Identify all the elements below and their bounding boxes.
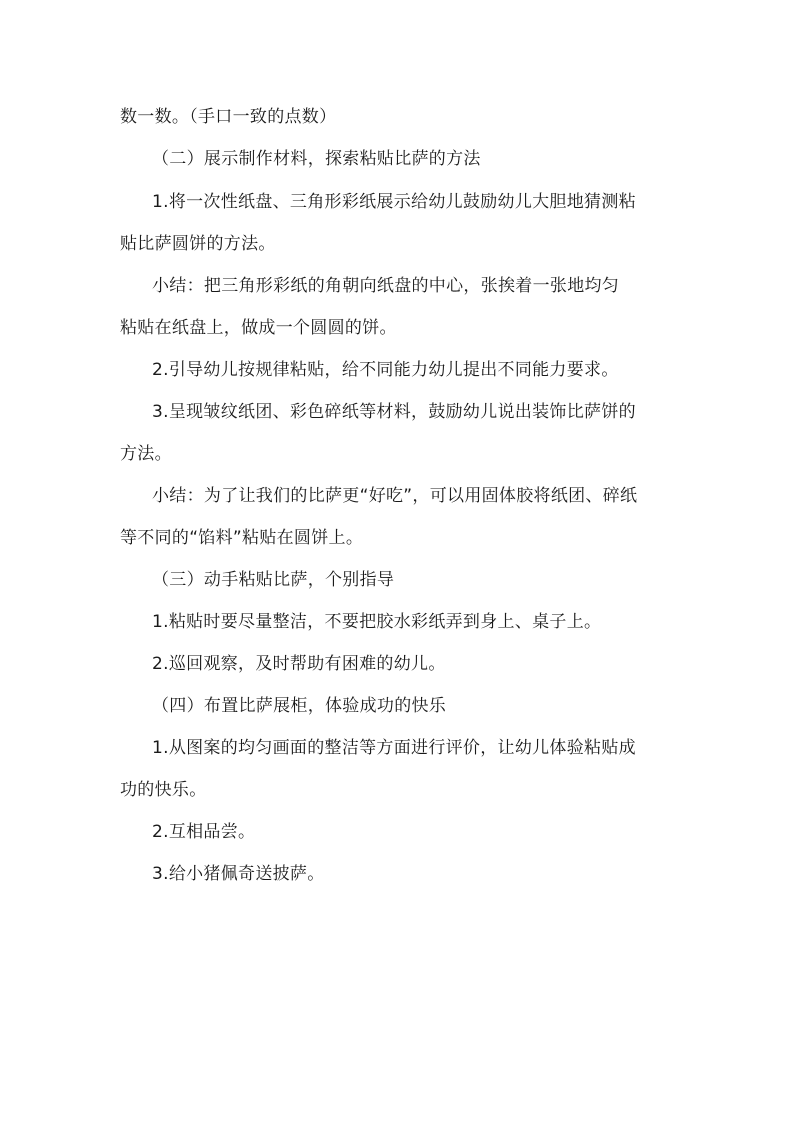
- section-heading: （二）展示制作材料，探索粘贴比萨的方法: [152, 149, 481, 169]
- text-line: 1.粘贴时要尽量整洁，不要把胶水彩纸弄到身上、桌子上。: [152, 612, 602, 632]
- text-line: 功的快乐。: [120, 780, 207, 800]
- text-line: 方法。: [120, 444, 172, 464]
- summary-line: 小结：为了让我们的比萨更“好吃”，可以用固体胶将纸团、碎纸: [152, 486, 638, 506]
- text-line: 1.将一次性纸盘、三角形彩纸展示给幼儿鼓励幼儿大胆地猜测粘: [152, 192, 636, 212]
- section-heading: （四）布置比萨展柜，体验成功的快乐: [152, 696, 447, 716]
- text-line: 2.巡回观察，及时帮助有困难的幼儿。: [152, 654, 446, 674]
- text-line: 粘贴在纸盘上，做成一个圆圆的饼。: [120, 318, 397, 338]
- section-heading: （三）动手粘贴比萨，个别指导: [152, 570, 395, 590]
- text-line: 3.呈现皱纹纸团、彩色碎纸等材料，鼓励幼儿说出装饰比萨饼的: [152, 402, 636, 422]
- summary-line: 小结：把三角形彩纸的角朝向纸盘的中心，张挨着一张地均匀: [152, 276, 620, 296]
- text-line: 2.引导幼儿按规律粘贴，给不同能力幼儿提出不同能力要求。: [152, 360, 619, 380]
- text-line: 1.从图案的均匀画面的整洁等方面进行评价，让幼儿体验粘贴成: [152, 738, 636, 758]
- text-line: 3.给小猪佩奇送披萨。: [152, 864, 325, 884]
- text-line: 等不同的“馅料”粘贴在圆饼上。: [120, 528, 364, 548]
- text-line: 数一数。（手口一致的点数）: [120, 107, 337, 127]
- text-line: 2.互相品尝。: [152, 822, 256, 842]
- text-line: 贴比萨圆饼的方法。: [120, 234, 276, 254]
